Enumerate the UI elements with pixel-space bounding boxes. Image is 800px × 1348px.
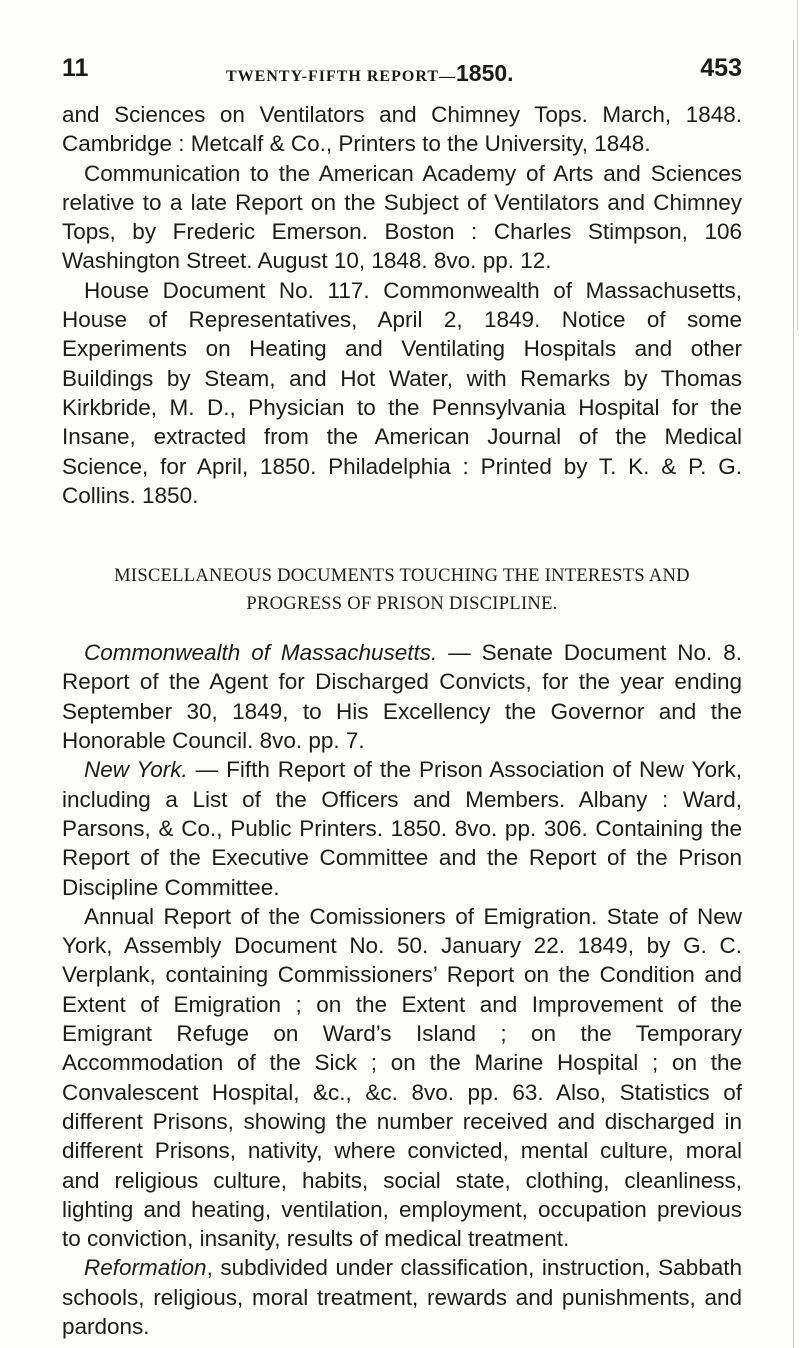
paragraph-ventilators-continued: and Sciences on Ventilators and Chimney Tops. March, 1848. Cambridge : Metcalf & Co., Printers to the University, 1848. (62, 102, 742, 157)
entry-reformation (62, 1253, 742, 1341)
entry-massachusetts-lead: Commonwealth of Massachusetts. (84, 640, 438, 666)
page-number-right: 453 (700, 54, 742, 82)
paragraph-emerson-communication: Communication to the American Academy of Arts and Sciences relative to a late Report on the Subject of Ventilators and Chimney Tops, by Frederic Emerson. Boston : Charles Stimpson, 106 Washington Street. August 10, 1848. 8vo. pp. 12. (62, 160, 742, 274)
entry-new-york (62, 755, 742, 901)
page-number-left: 11 (62, 54, 89, 82)
entry-emigration-report (62, 902, 742, 1254)
page-edge-line-outer (797, 0, 798, 330)
section-heading-line-2: PROGRESS OF PRISON DISCIPLINE. (246, 594, 558, 615)
entry-reformation-lead: Reformation (84, 1255, 207, 1281)
section-heading (62, 562, 742, 618)
running-head (62, 54, 742, 86)
entry-emigration-text: Annual Report of the Comissioners of Emigration. State of New York, Assembly Document No. 50. January 22. 1849, by G. C. Verplank, containing Commissioners’ Report on the Condition and Extent of Emigration ; on the Extent and Improvement of the Emigrant Refuge on Ward’s Island ; on the Temporary Accommodation of the Sick ; on the Marine Hospital ; on the Convalescent Hospital, &c., &c. 8vo. pp. 63. Also, Statistics of different Prisons, showing the number received and discharged in different Prisons, nativity, where convicted, mental culture, moral and religious culture, habits, social state, clothing, cleanliness, lighting and heating, ventilation, employment, occupation previous to conviction, insanity, results of medical treatment. (62, 903, 742, 1252)
running-title-text: TWENTY-FIFTH REPORT— (226, 68, 456, 85)
entry-massachusetts-text: — Senate Document No. 8. Report of the Agent for Discharged Convicts, for the year ending September 30, 1849, to His Excellency the Governor and the Honorable Council. 8vo. pp. 7. (62, 640, 742, 754)
entry-massachusetts (62, 638, 742, 755)
page-edge-line (793, 40, 794, 1348)
paragraph-house-document: House Document No. 117. Commonwealth of Massachusetts, House of Representatives, April 2, 1849. Notice of some Experiments on Heating and Ventilating Hospitals and other Buildings by Steam, and Hot Water, with Remarks by Thomas Kirkbride, M. D., Physician to the Pennsylvania Hospital for the Insane, extracted from the American Journal of the Medical Science, for April, 1850. Philadelphia : Printed by T. K. & P. G. Collins. 1850. (62, 277, 742, 508)
running-title (226, 60, 514, 87)
running-title-year: 1850. (455, 60, 514, 86)
entry-reformation-text: , subdivided under classification, instruction, Sabbath schools, religious, moral treatment, rewards and punishments, and pardons. (62, 1255, 742, 1339)
section-heading-line-1: MISCELLANEOUS DOCUMENTS TOUCHING THE INTERESTS AND (114, 566, 690, 587)
entry-new-york-lead: New York. (84, 757, 188, 783)
entry-new-york-text: — Fifth Report of the Prison Association of New York, including a List of the Officers and Members. Albany : Ward, Parsons, & Co., Public Printers. 1850. 8vo. pp. 306. Containing the Report of the Executive Committee and the Report of the Prison Discipline Committee. (62, 757, 742, 900)
page-body (62, 100, 742, 1341)
